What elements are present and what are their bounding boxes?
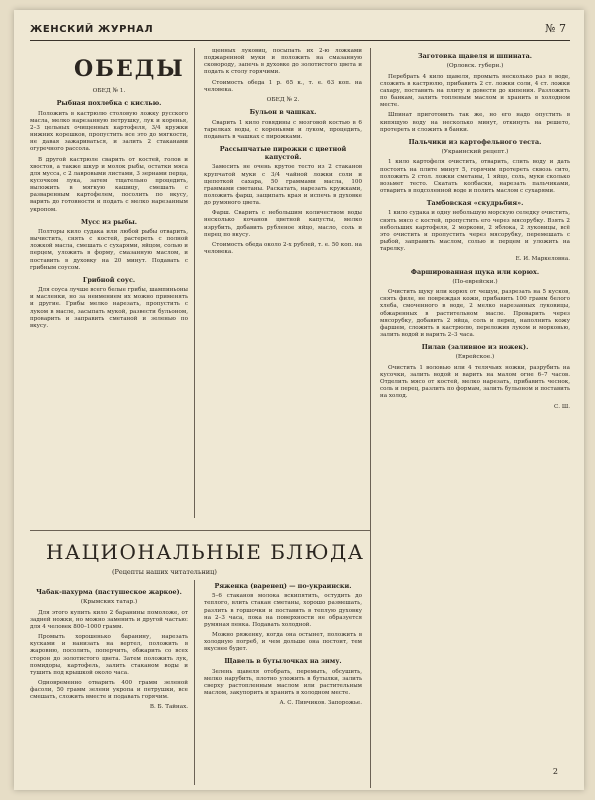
recipe-title: Ряженка (варенец) — по-украински. [214,582,352,590]
section-title-national: НАЦИОНАЛЬНЫЕ БЛЮДА [46,540,365,564]
recipe-text: Шпинат приготовить так же, но его надо опустить в кипящую воду на несколько минут, откинуть на решето, протереть и сложить в банки. [380,112,570,133]
column-2 [204,48,362,259]
recipe-title: Рыбная похлебка с кислью. [56,99,162,108]
recipe-source: (Орловск. губерн.) [446,63,504,70]
recipe-text: Перебрать 4 кило щавеля, промыть несколько раз в воде, сложить в кастрюлю, прибавить 2 ст. ложки соли, 4 ст. ложки сахару, поставить на плиту и довести до кипения. Разложить по банкам, залить топленым маслом и хранить в холодном месте. [380,73,570,109]
recipe-title: Пальчики из картофельного теста. [408,137,542,146]
column-bottom-2 [204,578,362,711]
recipe-title: Фаршированная щука или корюх. [410,267,540,276]
recipe-title: Бульон в чашках. [249,108,317,117]
recipe-text: 1 кило судака и одну небольшую морскую селедку очистить, снять мясо с костей, пропустить его через мясорубку. Взять 2 небольших картофеля, 2 моркови, 2 яблока, 2 луковицы, всё это очистить и пропустить через мясорубку, перемешать с рыбой, заправить маслом, солью и перцем и уложить на тарелку. [380,210,570,253]
author-signature: С. Ш. [554,403,570,410]
dinner-heading: ОБЕД № 1. [92,88,126,94]
recipe-title: Щавель в бутылочках на зиму. [224,657,342,666]
recipe-text: Сварить 1 кило говядины с мозговой костью в 6 тарелках воды, с кореньями и луком, процедить, подавать в чашках с пирожками. [204,119,362,140]
author-signature: А. С. Пивчиков. Запорожье. [279,700,362,707]
recipe-source: (По-еврейски.) [452,278,498,285]
page-number: 2 [552,767,558,776]
column-divider [370,48,371,788]
column-divider [194,48,195,518]
recipe-text: Стоимость обеда 1 р. 65 к., т. е. 63 коп. на человека. [204,79,362,93]
recipe-text: Промыть хорошенько баранину, нарезать кусками и нанизать на вертел, положить в жаровню, посолить, поперчить, обжарить со всех сторон до золотистого цвета. Затем положить лук, помидоры, картофель, залить стаканом воды и тушить под крышкой около часа. [30,634,188,676]
issue-number: № 7 [545,22,566,35]
recipe-text: Для этого купить кило 2 баранины помоложе, от задней ножки, но можно заменить и другой частью: для 4 человек 800–1000 грамм. [30,609,188,630]
recipe-title: Мусс из рыбы. [81,217,137,226]
dinner-heading: ОБЕД № 2. [266,96,300,103]
recipe-title: Рассыпчатые пирожки с цветной капустой. [219,145,347,162]
recipe-text: Полторы кило судака или любой рыбы отварить, вычистить, снять с костей, растереть с полной ложкой масла, смешать с сухарями, яйцом, солью и перцем, уложить в форму, смазанную маслом, и поставить в духовку на 20 минут. Подавать с грибным соусом. [30,228,188,271]
column-1 [30,86,188,333]
author-signature: Е. И. Маркеловна. [515,256,570,263]
magazine-name: ЖЕНСКИЙ ЖУРНАЛ [30,24,154,35]
author-signature: В. Б. Тайнах. [149,704,188,711]
section-subtitle: (Рецепты наших читательниц) [112,568,217,576]
recipe-text: щенных луковиц, посыпать их 2-ю ложками поджаренной муки и положить на смазанную сковороду, запечь в духовке до золотистого цвета и подать к столу горячими. [204,48,362,76]
recipe-text: 5–6 стаканов молока вскипятить, остудить до теплого, влить стакан сметаны, хорошо размешать, разлить в горшочки и поставить в теплую духовку на 2–3 часа, пока на поверхности не образуется румяная пенка. Подавать холодной. [204,593,362,628]
recipe-text: Очистить щуку или корюх от чешуи, разрезать на 5 кусков, снять филе, не повреждая кожи, прибавить 100 грамм белого хлеба, смоченного в воде, 2 мелко нарезанных луковицы, обжаренных в растительном масле. Проварить через мясорубку, добавить 2 яйца, соль и перец, наполнить кожу фаршем, сложить в кастрюлю, переложив луком и морковью, залить водой и варить 2–3 часа. [380,289,570,339]
recipe-text: В другой кастрюле сварить от костей, голов и хвостов, а также шкур и молок рыбы, остатки мяса для мусса, с 2 лавровыми листами, 3 зернами перца, кусочком лука, затем тщательно процедить, выложить в мягкую кашицу, смешать с разваренным картофелем, посолить по вкусу, варить до готовности и подать с мелко нарезанным укропом. [30,156,188,213]
column-divider [194,580,195,785]
recipe-text: Для соуса лучше всего белые грибы, шампиньоны и масленки, но за неимением их можно применять и другие. Грибы мелко нарезать, пропустить с луком в масле, засыпать мукой, развести бульоном, проварить и заправить сметаной и зеленью по вкусу. [30,287,188,329]
recipe-text: Одновременно отварить 400 грамм зеленой фасоли, 50 грамм зелени укропа и петрушки, все смешать, сложить вместе и подавать горячим. [30,680,188,701]
recipe-title: Пилав (заливное из ножек). [421,343,529,352]
recipe-text: 1 кило картофеля очистить, отварить, слить воду и дать постоять на плите минут 5, горячим протереть сквозь сито, положить 2 стол. ложки сметаны, 1 яйцо, соль, муки сколько возьмет тесто. Скатать колбаски, нарезать пальчиками, отварить в подсоленной воде и полить маслом с сухарями. [380,159,570,195]
recipe-text: Очистить 1 воловью или 4 телячьих ножки, разрубить на кусочки, залить водой и варить на малом огне 6–7 часов. Отделить мясо от костей, мелко нарезать, прибавить чеснок, соль и перец, разлить по формам, залить бульоном и поставить на холод. [380,364,570,400]
recipe-title: Грибной соус. [82,275,136,284]
page-header [30,18,570,41]
column-3 [380,48,570,415]
recipe-text: Фарш. Сварить с небольшим количеством воды несколько кочанов цветной капусты, мелко изрубить, добавить рубленое яйцо, масло, соль и перец по вкусу. [204,210,362,238]
column-bottom-1 [30,584,188,716]
recipe-source: (Украинский рецепт.) [441,149,509,156]
recipe-title: Тамбовская «скудрьбия». [426,199,524,208]
magazine-page [14,10,584,790]
recipe-text: Положить в кастрюлю столовую ложку русского масла, мелко нарезанную петрушку, лук и коренья, 2–3 цельных очищенных картофеля, 3/4 кружки нижних корешков, пропустить все это до мягкости, не давая зажариваться, и залить 2 стаканами огуречного рассола. [30,110,188,153]
recipe-text: Замесить не очень крутое тесто из 2 стаканов крупчатой муки с 3/4 чайной ложки соли и щепоткой сахара, 50 граммами масла, 100 граммами сметаны. Раскатать, нарезать кружками, положить фарш, защипать края и испечь в духовке до румяного цвета. [204,164,362,207]
recipe-text: Зелень щавеля отобрать, перемыть, обсушить, мелко нарубить, плотно уложить в бутылки, залить сверху растопленным маслом или растительным маслом, закупорить и хранить в холодном месте. [204,668,362,697]
recipe-title: Чабак-пахурма (пастушеское жаркое). [36,588,182,596]
recipe-source: (Крымских татар.) [80,599,138,606]
section-divider [30,530,370,531]
recipe-text: Можно ряженку, когда она остынет, положить в холодную погреб, и чем дольше она постоит, тем вкуснее будет. [204,631,362,653]
section-title-obedy: ОБЕДЫ [74,56,185,82]
recipe-text: Стоимость обеда около 2-х рублей, т. е. 50 коп. на человека. [204,241,362,256]
recipe-source: (Еврейское.) [455,354,495,361]
recipe-title: Заготовка щавеля и шпината. [418,52,532,60]
